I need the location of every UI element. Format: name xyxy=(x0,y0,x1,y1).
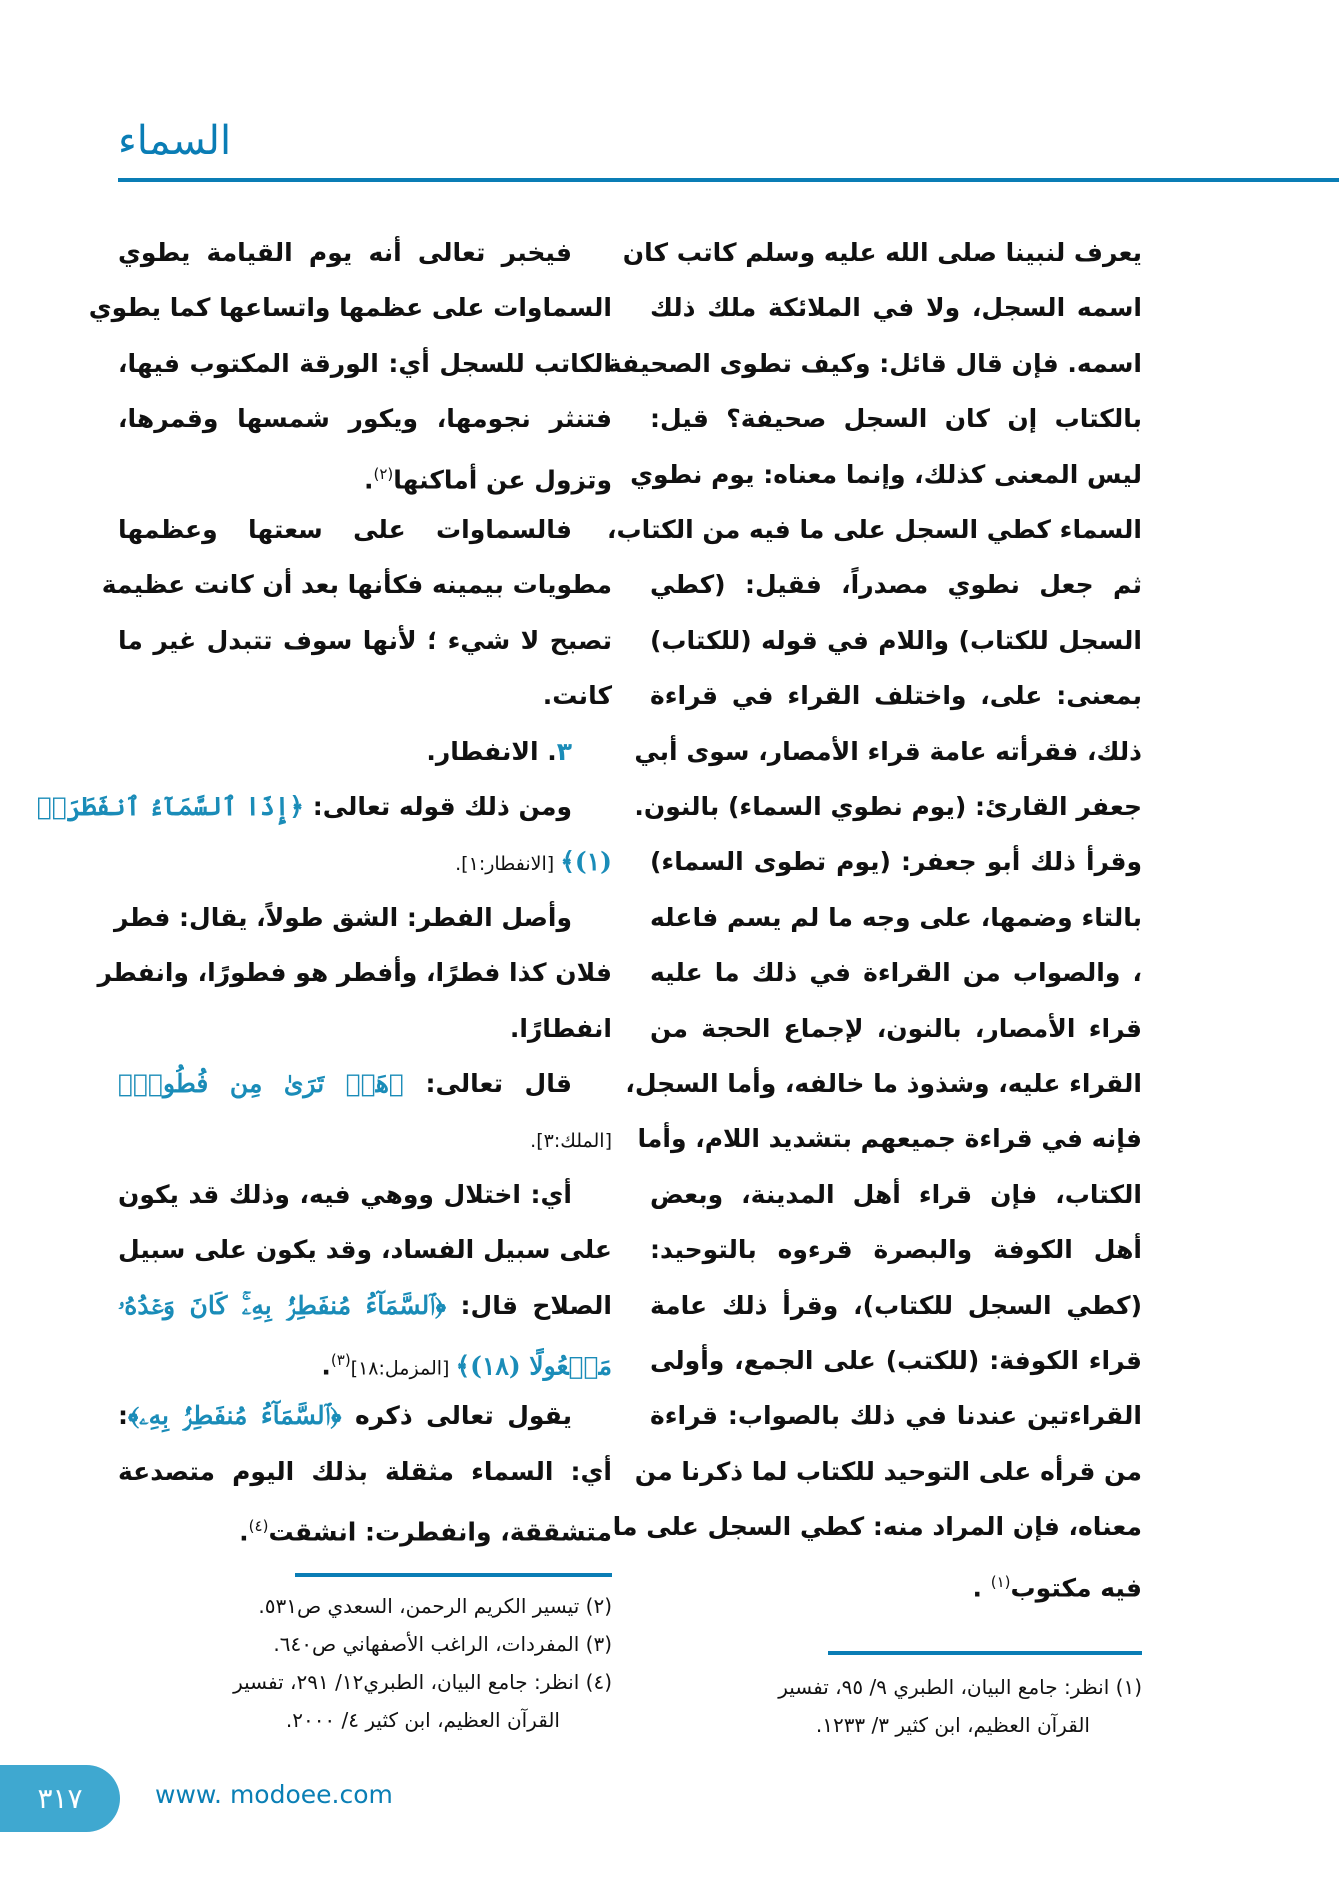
quran-verse: مَفۡعُولًا (١٨)﴾ xyxy=(455,1351,612,1381)
text-line xyxy=(118,668,612,723)
text-line xyxy=(606,336,1142,391)
quran-verse: ﴿ٱلسَّمَآءُ مُنفَطِرُۢ بِهِۦۚ كَانَ وَعۡدُهُۥ xyxy=(118,1290,447,1320)
text-run: . xyxy=(321,1351,331,1381)
text-line xyxy=(650,557,1142,612)
text-run: : xyxy=(118,1401,128,1431)
text-run: السماوات على عظمها واتساعها كما يطوي xyxy=(88,293,612,323)
text-line xyxy=(630,447,1142,502)
text-run: (كطي السجل للكتاب)، وقرأ ذلك عامة xyxy=(650,1290,1142,1320)
text-line xyxy=(634,779,1142,834)
footnotes-left xyxy=(118,1587,612,1739)
text-line xyxy=(118,1056,572,1111)
website-url[interactable]: www. modoee.com xyxy=(155,1780,393,1809)
chapter-title: السماء xyxy=(118,118,232,164)
text-line xyxy=(606,502,1142,557)
text-run: معناه، فإن المراد منه: كطي السجل على ما xyxy=(612,1512,1142,1542)
text-line xyxy=(637,1111,1142,1166)
text-run: . xyxy=(363,464,374,494)
text-run: . xyxy=(972,1572,991,1602)
verse-citation: [الملك:٣]. xyxy=(530,1130,612,1153)
footnote: القرآن العظيم، ابن كثير ٤/ ٢٠٠٠. xyxy=(285,1708,560,1732)
text-run: يقول تعالى ذكره xyxy=(341,1401,572,1431)
footnote-ref: (١) xyxy=(990,1572,1011,1591)
text-run: القراء عليه، وشذوذ ما خالفه، وأما السجل، xyxy=(625,1069,1142,1098)
text-line xyxy=(634,724,1142,779)
text-run: انفطارًا. xyxy=(509,1013,612,1043)
text-line xyxy=(118,225,572,280)
text-run: ليس المعنى كذلك، وإنما معناه: يوم نطوي xyxy=(630,459,1142,489)
text-run: وأصل الفطر: الشق طولاً، يقال: فطر xyxy=(114,902,572,932)
text-line xyxy=(118,1001,612,1056)
text-line xyxy=(118,1388,572,1443)
text-line xyxy=(650,1333,1142,1388)
header-rule xyxy=(118,178,1339,182)
text-line xyxy=(88,280,612,335)
text-run: من قرأه على التوحيد للكتاب لما ذكرنا من xyxy=(634,1456,1142,1486)
text-run: بالتاء وضمها، على وجه ما لم يسم فاعله xyxy=(650,902,1142,932)
text-run: أهل الكوفة والبصرة قرءوه بالتوحيد: xyxy=(650,1235,1142,1265)
footnote-separator-left xyxy=(295,1573,612,1577)
text-run: السماء كطي السجل على ما فيه من الكتاب، xyxy=(606,515,1142,544)
text-line xyxy=(114,890,572,945)
text-line xyxy=(612,1499,1142,1554)
text-run: فيخبر تعالى أنه يوم القيامة يطوي xyxy=(118,238,572,267)
quran-verse: ﴿ٱلسَّمَآءُ مُنفَطِرُۢ بِهِۦ﴾ xyxy=(128,1401,342,1431)
text-run: كانت. xyxy=(542,681,612,711)
text-line xyxy=(650,391,1142,446)
text-run: مطويات بيمينه فكأنها بعد أن كانت عظيمة xyxy=(101,570,612,600)
footnote: (١) انظر: جامع البيان، الطبري ٩/ ٩٥، تفسير xyxy=(778,1675,1142,1699)
text-line xyxy=(118,1333,612,1388)
text-line xyxy=(101,557,612,612)
page-number: ٣١٧ xyxy=(0,1765,120,1832)
text-run: ثم جعل نطوي مصدراً، فقيل: (كطي xyxy=(650,570,1142,600)
text-run: ، والصواب من القراءة في ذلك ما عليه xyxy=(650,958,1142,988)
text-run: جعفر القارئ: (يوم نطوي السماء) بالنون. xyxy=(634,792,1142,821)
text-line xyxy=(625,1056,1142,1111)
text-run: فيه مكتوب xyxy=(1010,1572,1142,1602)
text-line xyxy=(97,945,612,1000)
text-run: على سبيل الفساد، وقد يكون على سبيل xyxy=(118,1235,612,1265)
text-line xyxy=(650,1278,1142,1333)
text-line xyxy=(118,1167,572,1222)
quran-verse: ﴿إِذَا ٱلسَّمَآءُ ٱنفَطَرَتۡ xyxy=(36,792,305,821)
text-line xyxy=(118,336,612,391)
footnotes-right xyxy=(650,1668,1142,1744)
text-run: اسمه السجل، ولا في الملائكة ملك ذلك xyxy=(650,293,1142,323)
verse-citation: [الانفطار:١]. xyxy=(455,853,561,876)
footnote: (٤) انظر: جامع البيان، الطبري١٢/ ٢٩١، تفسير xyxy=(233,1670,612,1694)
text-line xyxy=(118,1499,612,1554)
text-line xyxy=(118,391,612,446)
text-run: بمعنى: على، واختلف القراء في قراءة xyxy=(650,681,1142,711)
text-line xyxy=(650,1222,1142,1277)
text-run: اسمه. فإن قال قائل: وكيف تطوى الصحيفة xyxy=(606,348,1142,378)
text-line xyxy=(650,613,1142,668)
text-run: تصبح لا شيء ؛ لأنها سوف تتبدل غير ما xyxy=(118,625,612,655)
text-run: بالكتاب إن كان السجل صحيفة؟ قيل: xyxy=(650,404,1142,434)
text-run: ذلك، فقرأته عامة قراء الأمصار، سوى أبي xyxy=(634,736,1142,766)
text-line xyxy=(118,724,572,779)
footnote-ref: (٣) xyxy=(330,1351,351,1369)
text-line xyxy=(650,1167,1142,1222)
text-line xyxy=(650,1001,1142,1056)
text-line xyxy=(634,1444,1142,1499)
quran-verse: (١)﴾ xyxy=(560,847,612,877)
text-line xyxy=(118,1111,612,1166)
footnote: القرآن العظيم، ابن كثير ٣/ ١٢٣٣. xyxy=(815,1713,1090,1737)
section-number: ٣ xyxy=(556,736,572,766)
text-run: . xyxy=(239,1517,249,1547)
text-run: قال تعالى: xyxy=(403,1069,572,1098)
text-run: فالسماوات على سعتها وعظمها xyxy=(118,515,572,544)
text-run: الكتاب، فإن قراء أهل المدينة، وبعض xyxy=(650,1179,1142,1209)
text-run: فتنثر نجومها، ويكور شمسها وقمرها، xyxy=(118,404,612,434)
text-run: القراءتين عندنا في ذلك بالصواب: قراءة xyxy=(650,1401,1142,1431)
text-run: وقرأ ذلك أبو جعفر: (يوم تطوى السماء) xyxy=(650,847,1142,877)
text-run: قراء الأمصار، بالنون، لإجماع الحجة من xyxy=(650,1013,1142,1043)
text-run: قراء الكوفة: (للكتب) على الجمع، وأولى xyxy=(650,1346,1142,1375)
text-line xyxy=(650,945,1142,1000)
text-line xyxy=(650,1388,1142,1443)
footnote-separator-right xyxy=(828,1651,1142,1655)
text-run: أي: السماء مثقلة بذلك اليوم متصدعة xyxy=(118,1456,612,1486)
text-run: . الانفطار. xyxy=(426,736,557,766)
text-run: يعرف لنبينا صلى الله عليه وسلم كاتب كان xyxy=(622,238,1142,267)
footnote: (٣) المفردات، الراغب الأصفهاني ص٦٤٠. xyxy=(273,1632,612,1656)
text-run: الكاتب للسجل أي: الورقة المكتوب فيها، xyxy=(118,348,612,378)
text-run: السجل للكتاب) واللام في قوله (للكتاب) xyxy=(650,625,1142,655)
text-line xyxy=(118,447,612,502)
text-line xyxy=(36,779,572,834)
footnote-ref: (٢) xyxy=(373,464,394,483)
text-line xyxy=(118,1444,612,1499)
text-line xyxy=(650,834,1142,889)
text-line xyxy=(118,1222,612,1277)
text-line xyxy=(118,1278,612,1333)
text-run: الصلاح قال: xyxy=(446,1290,612,1320)
text-line xyxy=(118,502,572,557)
text-run: أي: اختلال ووهي فيه، وذلك قد يكون xyxy=(118,1179,572,1209)
footnote: (٢) تيسير الكريم الرحمن، السعدي ص٥٣١. xyxy=(258,1594,612,1618)
text-line xyxy=(650,1555,1142,1610)
text-line xyxy=(650,890,1142,945)
text-line xyxy=(650,280,1142,335)
text-run: وتزول عن أماكنها xyxy=(393,464,612,494)
text-line xyxy=(118,834,612,889)
text-run: فلان كذا فطرًا، وأفطر هو فطورًا، وانفطر xyxy=(97,958,612,988)
quran-verse: ﴿هَلۡ تَرَىٰ مِن فُطُورٖ﴾ xyxy=(118,1069,404,1098)
text-line xyxy=(650,668,1142,723)
verse-citation: [المزمل:١٨] xyxy=(350,1357,456,1380)
text-run: متشققة، وانفطرت: انشقت xyxy=(268,1517,612,1547)
text-line xyxy=(118,613,612,668)
text-run: فإنه في قراءة جميعهم بتشديد اللام، وأما xyxy=(637,1124,1142,1154)
text-line xyxy=(622,225,1142,280)
text-run: ومن ذلك قوله تعالى: xyxy=(304,792,572,821)
footnote-ref: (٤) xyxy=(248,1517,269,1536)
